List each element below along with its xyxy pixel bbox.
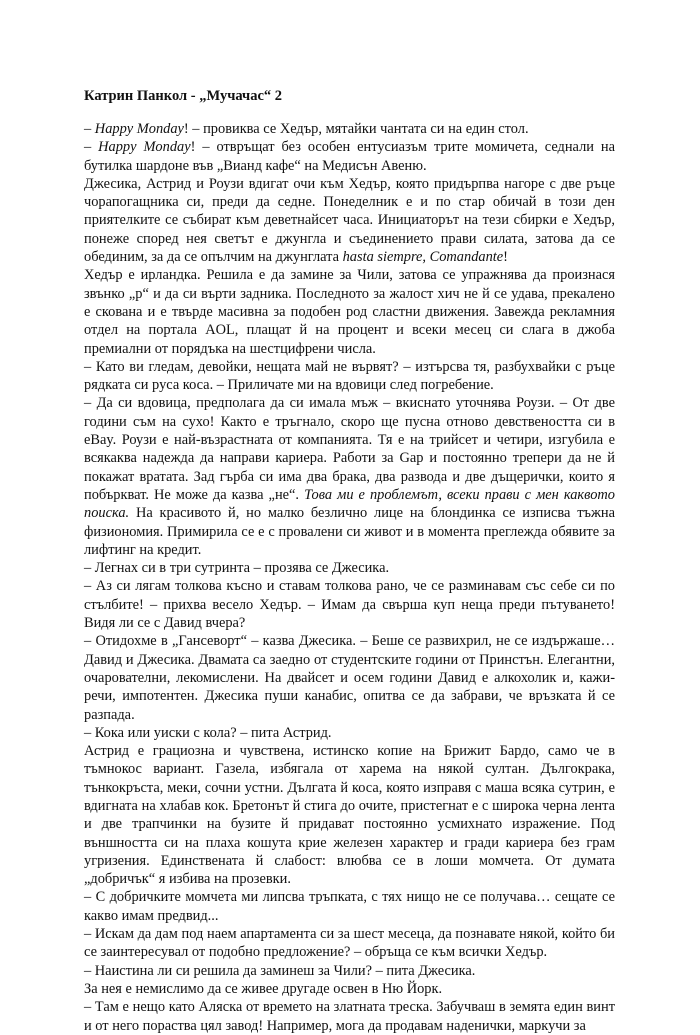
paragraph-p16	[84, 998, 615, 1035]
text-segment: – Да си вдовица, предполага да си имала мъж – вкиснато уточнява Роузи. – От две години съм на сухо! Както е тръгнало, скоро ще пусна отново девствеността си в eBay. Роузи е най-възрастната от компанията. Тя е на трийсет и четири, изгубила е всякаква надежда да направи кариера. Работи за Gap и постоянно трепери да не й покажат вратата. Зад гърба си има два брака, два развода и две дъщерички, които я побъркват. Не може да казва „не“.	[84, 395, 615, 503]
text-segment: ! – провиква се Хедър, мятайки чантата си на един стол.	[183, 121, 529, 137]
document-body	[84, 120, 615, 1035]
text-segment: Джесика, Астрид и Роузи вдигат очи към Хедър, която придърпва нагоре с две ръце чорапогащника си, преди да седне. Понеделник е и по стар обичай в този ден приятелките се събират към деветнайсет часа. Инициаторът на тези сбирки е Хедър, понеже според нея светът е джунгла и съединението прави силата, затова да се обединим, за да се опълчим на джунглата	[84, 175, 615, 266]
paragraph-p8	[84, 577, 615, 632]
text-segment: –	[84, 121, 95, 137]
text-segment: Хедър е ирландка. Решила е да замине за Чили, затова се упражнява да произнася звънко „р“ и да си върти задника. Последното за жалост хич не й се удава, прекалено е скована и е твърде масивна за подобен род сластни движения. Завежда рекламния отдел на портала AOL, плащат й на процент и всеки месец си слага в джоба премиални от порядъка на шестцифрени числа.	[84, 267, 615, 357]
paragraph-p14	[84, 962, 615, 980]
italic-text: Happy Monday	[98, 139, 191, 156]
text-segment: – Наистина ли си решила да заминеш за Чили? – пита Джесика.	[84, 962, 476, 979]
paragraph-p4	[84, 266, 615, 357]
text-segment: ! – отвръщат без особен ентусиазъм трите момичета, седнали на бутилка шардоне във „Вианд кафе“ на Медисън Авеню.	[84, 139, 615, 174]
text-segment: – Легнах си в три сутринта – прозява се Джесика.	[84, 560, 390, 577]
text-segment: – Искам да дам под наем апартамента си за шест месеца, да познавате някой, който би се заинтересувал от подобно предложение? – обръща се към всички Хедър.	[84, 926, 615, 961]
text-segment: –	[84, 139, 99, 156]
text-segment: – Кока или уиски с кола? – пита Астрид.	[84, 724, 332, 741]
text-segment: – С добричките момчета ми липсва тръпката, с тях нищо не се получава… сещате се какво имам предвид...	[84, 889, 615, 924]
text-segment: !	[503, 249, 508, 266]
paragraph-p10	[84, 724, 615, 742]
paragraph-p2	[84, 138, 615, 175]
paragraph-p11	[84, 742, 615, 888]
paragraph-p13	[84, 925, 615, 962]
paragraph-p15	[84, 980, 615, 998]
text-segment: За нея е немислимо да се живее другаде освен в Ню Йорк.	[84, 980, 443, 997]
paragraph-p9	[84, 632, 615, 723]
italic-text: Happy Monday	[94, 121, 184, 137]
paragraph-p3	[84, 175, 615, 266]
text-segment: – Аз си лягам толкова късно и ставам толкова рано, че се разминавам със себе си по стълбите! – прихва весело Хедър. – Имам да свърша куп неща преди пътуването! Видя ли се с Давид вчера?	[84, 578, 615, 632]
document-title: Катрин Панкол - „Мучачас“ 2	[84, 88, 283, 104]
paragraph-p1	[84, 120, 615, 138]
text-segment: На красивото й, но малко безлично лице на блондинка се изписва тъжна физиономия. Примирила се е с провалени си живот и в момента преглежда обявите за лифтинг на кредит.	[84, 505, 615, 558]
text-segment: – Като ви гледам, девойки, нещата май не вървят? – изтърсва тя, разбухвайки с ръце рядката си руса коса. – Приличате ми на вдовици след погребение.	[84, 358, 615, 394]
paragraph-p7	[84, 559, 615, 577]
paragraph-p5	[84, 358, 615, 395]
paragraph-p6	[84, 394, 615, 559]
text-segment: – Там е нещо като Аляска от времето на златната треска. Забучваш в земята един винт и от него пораства цял завод! Например, мога да продавам наденички, маркучи за	[84, 999, 615, 1034]
italic-text: hasta siempre, Comandante	[342, 249, 504, 266]
italic-text: Това ми е проблемът, всеки прави с мен каквото поиска.	[84, 486, 615, 522]
paragraph-p12	[84, 888, 615, 925]
text-segment: Астрид е грациозна и чувствена, истинско копие на Брижит Бардо, само че в тъмнокос вариант. Газела, избягала от харема на някой султан. Дългокрака, тънкокръста, меки, сочни устни. Дългата й коса, която изправя с маша всяка сутрин, е вдигната на хлабав кок. Бретонът й стига до очите, пристегнат е с широка черна лента и две трапчинки на бузите й придават постоянно усмихнато изражение. Под външността си на плаха кошута крие железен характер и гради кариера без грам угризения. Единствената й слабост: влюбва се в лоши момчета. От думата „добричък“ я избива на прозевки.	[84, 743, 615, 888]
text-segment: – Отидохме в „Гансеворт“ – казва Джесика. – Беше се развихрил, не се издържаше… Давид и Джесика. Двамата са заедно от студентските години от Принстън. Елегантни, очарователни, лекомислени. На двайсет и осем години Давид е алкохолик и, кажи-речи, импотентен. Джесика пуши канабис, опитва се да забрави, че връзката й се разпада.	[84, 633, 615, 723]
